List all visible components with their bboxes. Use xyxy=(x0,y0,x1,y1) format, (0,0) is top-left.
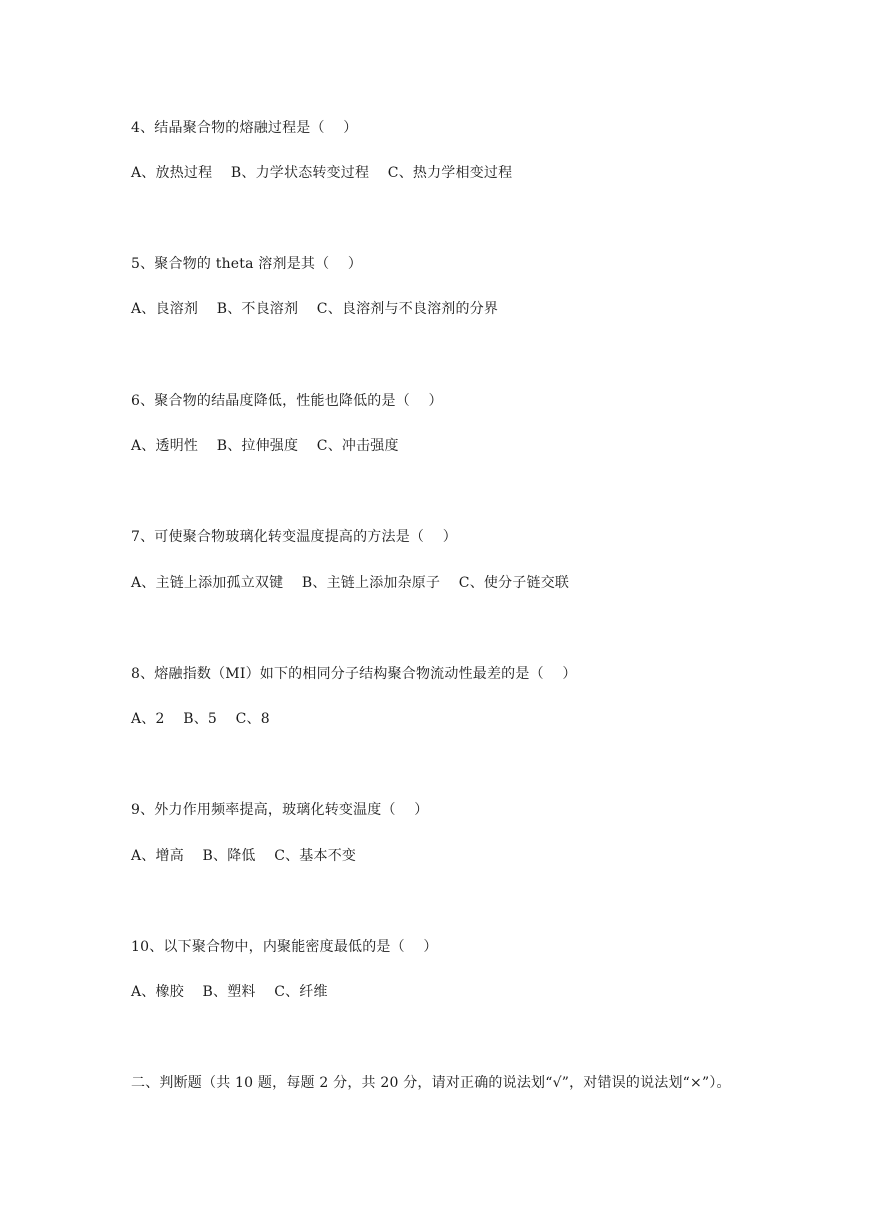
question-7-stem: 7、可使聚合物玻璃化转变温度提高的方法是（ ） xyxy=(131,529,457,545)
question-9-options: A、增高 B、降低 C、基本不变 xyxy=(131,848,357,864)
question-8-options: A、2 B、5 C、8 xyxy=(131,711,270,727)
question-4-options: A、放热过程 B、力学状态转变过程 C、热力学相变过程 xyxy=(131,165,513,181)
question-5-options: A、良溶剂 B、不良溶剂 C、良溶剂与不良溶剂的分界 xyxy=(131,301,499,317)
question-8-stem: 8、熔融指数（MI）如下的相同分子结构聚合物流动性最差的是（ ） xyxy=(131,666,577,682)
question-6-stem: 6、聚合物的结晶度降低，性能也降低的是（ ） xyxy=(131,393,443,409)
question-10-options: A、橡胶 B、塑料 C、纤维 xyxy=(131,984,328,1000)
question-4-stem: 4、结晶聚合物的熔融过程是（ ） xyxy=(131,120,358,136)
question-6-options: A、透明性 B、拉伸强度 C、冲击强度 xyxy=(131,438,399,454)
section-heading-true-false: 二、判断题（共 10 题，每题 2 分，共 20 分，请对正确的说法划“√”，对错误的说法划“×”）。 xyxy=(131,1075,731,1091)
question-9-stem: 9、外力作用频率提高，玻璃化转变温度（ ） xyxy=(131,802,429,818)
question-7-options: A、主链上添加孤立双键 B、主链上添加杂原子 C、使分子链交联 xyxy=(131,575,570,591)
question-10-stem: 10、以下聚合物中，内聚能密度最低的是（ ） xyxy=(131,939,438,955)
question-5-stem: 5、聚合物的 theta 溶剂是其（ ） xyxy=(131,256,363,272)
